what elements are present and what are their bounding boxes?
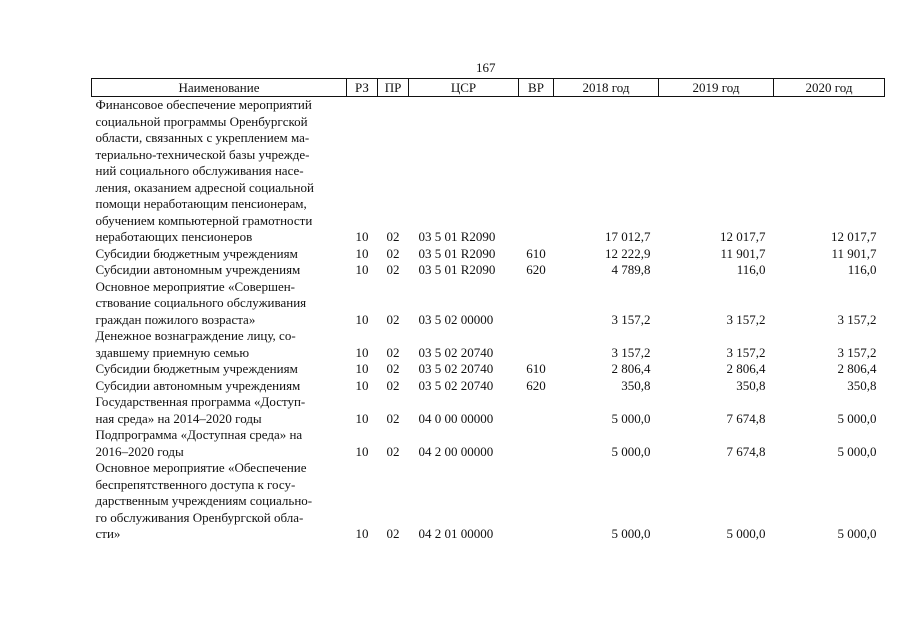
- row-name: Основное мероприятие «Совершен- ствование социального обслуживания граждан пожилого возраста»: [95, 278, 307, 327]
- row-pr: 02: [386, 361, 400, 376]
- row-pr: 02: [386, 443, 400, 459]
- row-pr: 02: [386, 229, 400, 244]
- table-row: [92, 361, 885, 378]
- header-csr: ЦСР: [409, 79, 519, 97]
- header-2020: 2020 год: [774, 79, 885, 97]
- row-rz: 10: [355, 377, 369, 393]
- table-row: [92, 97, 885, 246]
- header-pr: ПР: [378, 79, 409, 97]
- row-2019: 3 157,2: [726, 311, 766, 327]
- header-2018: 2018 год: [554, 79, 659, 97]
- row-vr: [519, 328, 554, 361]
- row-name: Основное мероприятие «Обеспечение беспрепятственного доступа к госу- дарственным учреждениям социально- го обслуживания Оренбургской обла- сти»: [95, 460, 313, 541]
- row-2020: 2 806,4: [837, 361, 877, 376]
- row-name: Субсидии бюджетным учреждениям: [95, 245, 298, 261]
- row-2018: 12 222,9: [605, 245, 651, 261]
- table-row: [92, 262, 885, 279]
- row-rz: 10: [355, 526, 369, 541]
- table-row: [92, 394, 885, 427]
- row-pr: 02: [386, 344, 400, 360]
- row-vr: [519, 279, 554, 329]
- row-vr: [519, 427, 554, 460]
- row-csr: 03 5 02 20740: [418, 344, 494, 360]
- row-2019: 7 674,8: [726, 410, 766, 426]
- row-2018: 3 157,2: [611, 311, 651, 327]
- row-csr: 03 5 01 R2090: [418, 262, 496, 277]
- row-2018: 17 012,7: [605, 229, 651, 244]
- row-vr: 620: [526, 262, 546, 277]
- row-rz: 10: [355, 245, 369, 261]
- row-2020: 5 000,0: [837, 526, 877, 541]
- row-rz: 10: [355, 229, 369, 244]
- table-row: [92, 328, 885, 361]
- row-2019: 3 157,2: [726, 344, 766, 360]
- row-name: Финансовое обеспечение мероприятий социальной программы Оренбургской области, связанных с укреплением ма- териально-технической базы учрежде- ний социального обслуживания насе- ления, оказанием адресной социальной помощи неработающим пенсионерам, обучением компьютерной грамотности неработающих пенсионеров: [95, 97, 314, 244]
- table-row: [92, 279, 885, 329]
- row-2018: 5 000,0: [611, 443, 651, 459]
- row-rz: 10: [355, 443, 369, 459]
- row-2020: 3 157,2: [837, 344, 877, 360]
- row-pr: 02: [386, 311, 400, 327]
- table-row: [92, 246, 885, 263]
- row-rz: 10: [355, 361, 369, 376]
- row-rz: 10: [355, 262, 369, 277]
- row-csr: 04 0 00 00000: [418, 410, 494, 426]
- row-2018: 5 000,0: [611, 526, 651, 541]
- row-csr: 03 5 01 R2090: [418, 245, 496, 261]
- row-pr: 02: [386, 377, 400, 393]
- row-2018: 3 157,2: [611, 344, 651, 360]
- row-2019: 11 901,7: [720, 245, 766, 261]
- row-rz: 10: [355, 410, 369, 426]
- row-2018: 5 000,0: [611, 410, 651, 426]
- row-2020: 3 157,2: [837, 311, 877, 327]
- row-vr: 610: [526, 361, 546, 376]
- row-2018: 4 789,8: [611, 262, 651, 277]
- table-header-row: [92, 79, 885, 97]
- row-vr: 610: [526, 245, 546, 261]
- row-name: Субсидии автономным учреждениям: [95, 377, 301, 393]
- row-name: Государственная программа «Доступ- ная среда» на 2014–2020 годы: [95, 394, 306, 426]
- header-rz: РЗ: [347, 79, 378, 97]
- row-rz: 10: [355, 311, 369, 327]
- row-2020: 12 017,7: [831, 229, 877, 244]
- table-row: [92, 378, 885, 395]
- row-2019: 350,8: [736, 377, 766, 393]
- row-pr: 02: [386, 245, 400, 261]
- row-2018: 2 806,4: [611, 361, 651, 376]
- row-pr: 02: [386, 410, 400, 426]
- header-vr: ВР: [519, 79, 554, 97]
- row-vr: [519, 97, 554, 246]
- row-2019: 12 017,7: [720, 229, 766, 244]
- row-vr: 620: [526, 377, 546, 393]
- table-row: [92, 427, 885, 460]
- row-2020: 116,0: [847, 262, 877, 277]
- row-name: Субсидии бюджетным учреждениям: [95, 361, 298, 376]
- row-name: Субсидии автономным учреждениям: [95, 262, 301, 277]
- row-name: Подпрограмма «Доступная среда» на 2016–2020 годы: [95, 427, 303, 459]
- row-pr: 02: [386, 262, 400, 277]
- row-2020: 5 000,0: [837, 410, 877, 426]
- table-row: [92, 460, 885, 543]
- row-2019: 5 000,0: [726, 526, 766, 541]
- row-csr: 03 5 02 20740: [418, 361, 494, 376]
- row-name: Денежное вознаграждение лицу, со- здавшему приемную семью: [95, 328, 296, 360]
- row-2020: 5 000,0: [837, 443, 877, 459]
- budget-table: [91, 78, 885, 543]
- row-csr: 04 2 00 00000: [418, 443, 494, 459]
- header-2019: 2019 год: [659, 79, 774, 97]
- row-2019: 2 806,4: [726, 361, 766, 376]
- row-rz: 10: [355, 344, 369, 360]
- row-vr: [519, 394, 554, 427]
- row-pr: 02: [386, 526, 400, 541]
- row-csr: 03 5 02 20740: [418, 377, 494, 393]
- row-csr: 03 5 01 R2090: [418, 229, 496, 244]
- header-name: Наименование: [92, 79, 347, 97]
- row-2018: 350,8: [621, 377, 651, 393]
- row-2020: 350,8: [847, 377, 877, 393]
- row-csr: 03 5 02 00000: [418, 311, 494, 327]
- row-2020: 11 901,7: [831, 245, 877, 261]
- row-2019: 7 674,8: [726, 443, 766, 459]
- row-2019: 116,0: [736, 262, 766, 277]
- page-number: 167: [476, 60, 496, 75]
- row-csr: 04 2 01 00000: [418, 526, 494, 541]
- row-vr: [519, 460, 554, 543]
